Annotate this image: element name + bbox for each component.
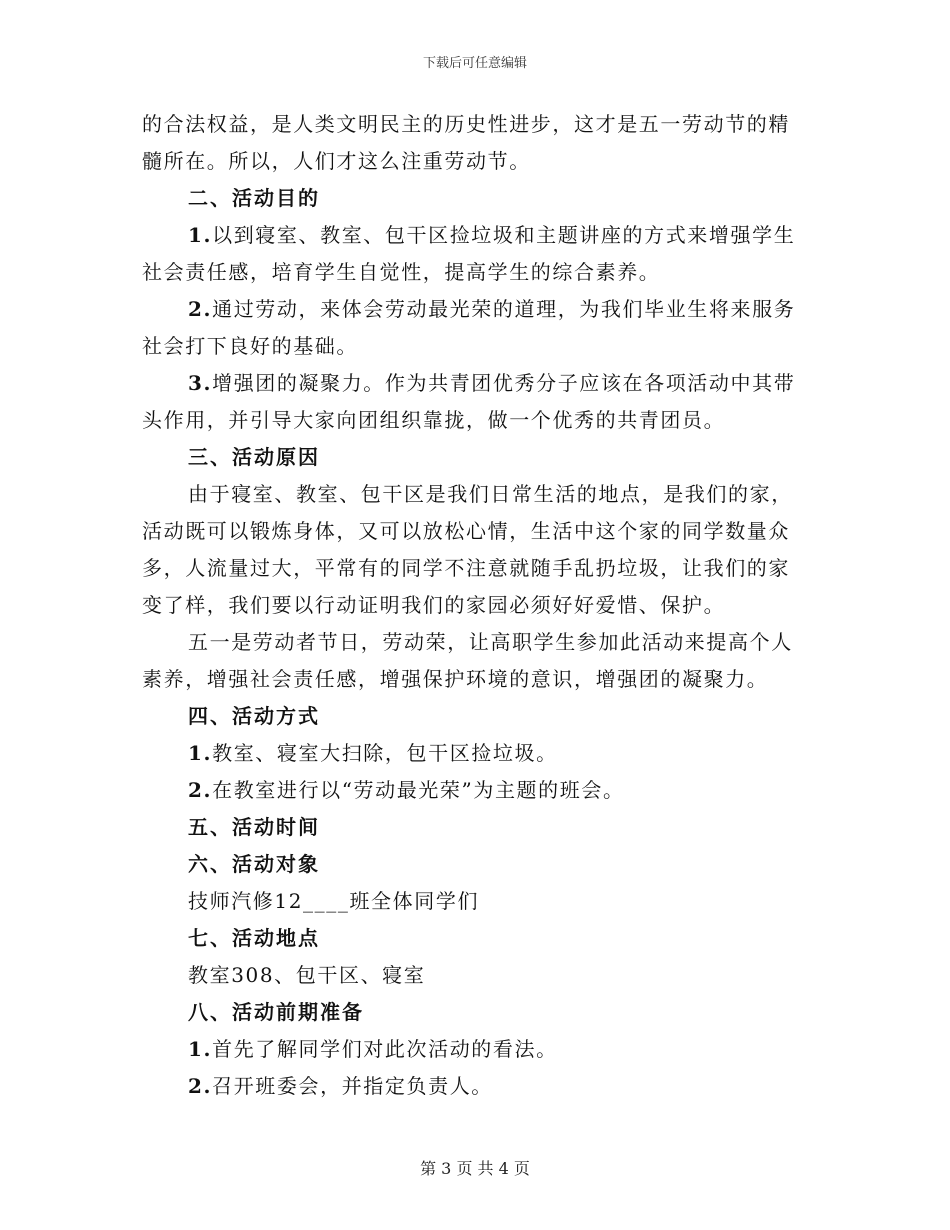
- item-number: 3.: [188, 371, 213, 395]
- section-heading: 四、活动方式: [188, 704, 320, 728]
- section-heading: 八、活动前期准备: [188, 1000, 364, 1024]
- list-item: [142, 735, 802, 772]
- list-item: [142, 1068, 802, 1105]
- list-item: [142, 365, 802, 439]
- item-text: 首先了解同学们对此次活动的看法。: [212, 1037, 558, 1061]
- section-heading: 二、活动目的: [188, 186, 320, 210]
- item-number: 1.: [188, 741, 213, 765]
- item-number: 2.: [188, 297, 213, 321]
- section-heading: 三、活动原因: [188, 445, 320, 469]
- item-number: 2.: [188, 1074, 213, 1098]
- document-body: [142, 106, 802, 1105]
- paragraph: 的合法权益，是人类文明民主的历史性进步，这才是五一劳动节的精髓所在。所以，人们才这么注重劳动节。: [142, 112, 790, 173]
- item-text: 召开班委会，并指定负责人。: [212, 1074, 493, 1098]
- page-number: 第 3 页 共 4 页: [420, 1159, 530, 1178]
- paragraph: 由于寝室、教室、包干区是我们日常生活的地点，是我们的家，活动既可以锻炼身体，又可以放松心情，生活中这个家的同学数量众多，人流量过大，平常有的同学不注意就随手乱扔垃圾，让我们的家变了样，我们要以行动证明我们的家园必须好好爱惜、保护。: [142, 482, 793, 617]
- list-item: [142, 291, 802, 365]
- plain-line: 技师汽修12____班全体同学们: [188, 889, 480, 913]
- item-number: 1.: [188, 223, 213, 247]
- list-item: [142, 217, 802, 291]
- list-item: [142, 1031, 802, 1068]
- item-text: 教室、寝室大扫除，包干区捡垃圾。: [212, 741, 558, 765]
- section-heading: 五、活动时间: [188, 815, 320, 839]
- item-text: 以到寝室、教室、包干区捡垃圾和主题讲座的方式来增强学生社会责任感，培育学生自觉性，提高学生的综合素养。: [142, 223, 796, 284]
- list-item: [142, 772, 802, 809]
- section-heading: 六、活动对象: [188, 852, 320, 876]
- paragraph: 五一是劳动者节日，劳动荣，让高职学生参加此活动来提高个人素养，增强社会责任感，增强保护环境的意识，增强团的凝聚力。: [142, 630, 793, 691]
- plain-line: 教室308、包干区、寝室: [188, 963, 426, 987]
- item-number: 1.: [188, 1037, 213, 1061]
- item-text: 通过劳动，来体会劳动最光荣的道理，为我们毕业生将来服务社会打下良好的基础。: [142, 297, 796, 358]
- item-text: 在教室进行以“劳动最光荣”为主题的班会。: [212, 778, 625, 802]
- item-text: 增强团的凝聚力。作为共青团优秀分子应该在各项活动中其带头作用，并引导大家向团组织靠拢，做一个优秀的共青团员。: [142, 371, 796, 432]
- section-heading: 七、活动地点: [188, 926, 320, 950]
- page-header: 下载后可任意编辑: [422, 56, 527, 71]
- item-number: 2.: [188, 778, 213, 802]
